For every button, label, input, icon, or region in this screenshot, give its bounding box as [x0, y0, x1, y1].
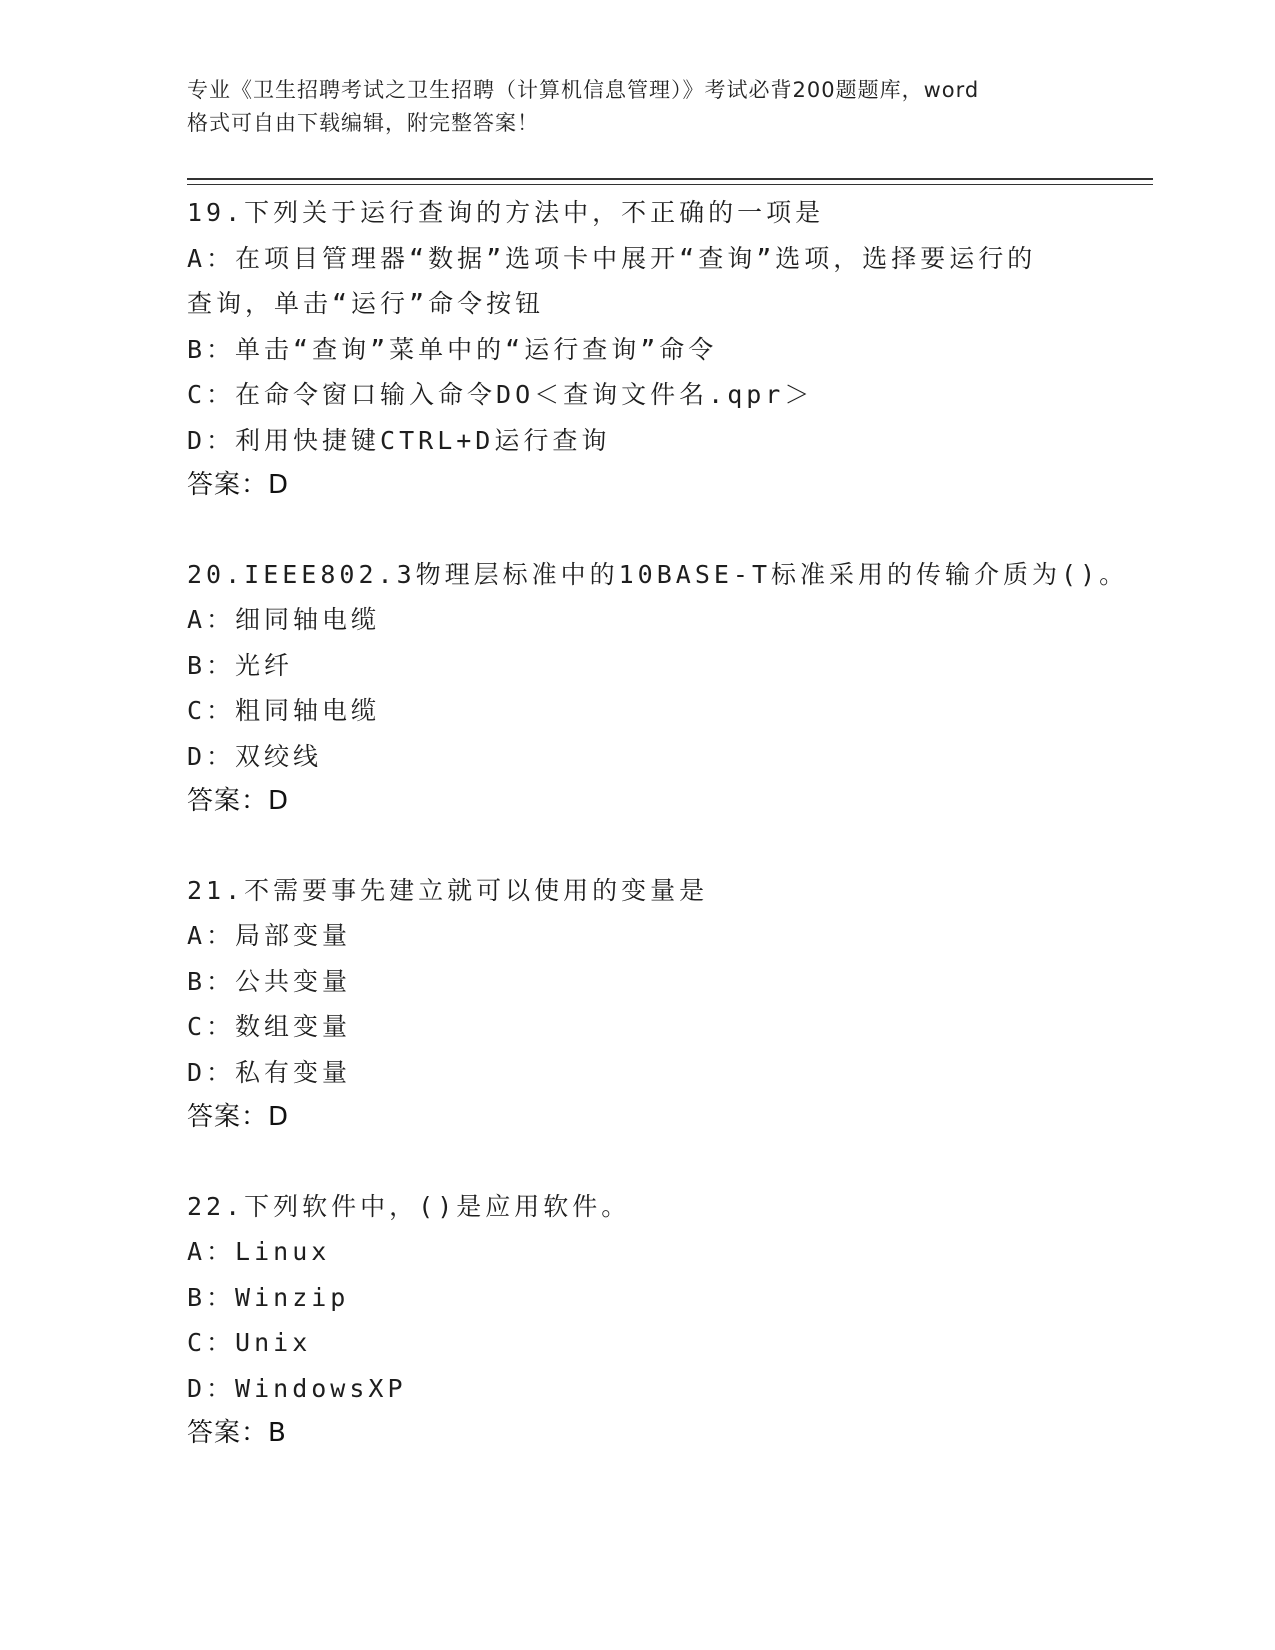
option-a: A：Linux	[187, 1237, 331, 1266]
question-title: 22.下列软件中，()是应用软件。	[187, 1191, 631, 1221]
question-list	[187, 190, 1129, 1500]
option-a: A：局部变量	[187, 921, 352, 950]
question-21	[187, 868, 1087, 1141]
option-a: A：细同轴电缆	[187, 605, 381, 634]
answer: 答案：B	[187, 1418, 287, 1448]
option-b: B：光纤	[187, 650, 294, 680]
option-c: C：Unix	[187, 1328, 312, 1357]
option-d: D：私有变量	[187, 1057, 352, 1087]
question-title: 20.IEEE802.3物理层标准中的10BASE-T标准采用的传输介质为()。	[187, 559, 1129, 589]
option-a-line-2: 查询，单击“运行”命令按钮	[187, 289, 545, 318]
option-b: B：Winzip	[187, 1282, 350, 1312]
option-d: D：WindowsXP	[187, 1373, 407, 1403]
question-20	[187, 552, 1129, 825]
option-d: D：利用快捷键CTRL+D运行查询	[187, 425, 611, 455]
question-title: 19.下列关于运行查询的方法中，不正确的一项是	[187, 198, 825, 227]
header-divider-thin	[187, 184, 1153, 185]
answer: 答案：D	[187, 470, 290, 500]
answer: 答案：D	[187, 786, 290, 816]
option-c: C：粗同轴电缆	[187, 696, 381, 725]
header-line-1: 专业《卫生招聘考试之卫生招聘（计算机信息管理）》考试必背200题题库，word	[187, 78, 980, 102]
question-22	[187, 1184, 1087, 1457]
option-c: C：数组变量	[187, 1012, 352, 1041]
option-a-line-1: A：在项目管理器“数据”选项卡中展开“查询”选项，选择要运行的	[187, 243, 1037, 273]
document-header	[187, 74, 1087, 140]
header-divider-thick	[187, 178, 1153, 180]
question-title: 21.不需要事先建立就可以使用的变量是	[187, 875, 709, 905]
option-c: C：在命令窗口输入命令DO＜查询文件名.qpr＞	[187, 380, 814, 409]
question-19	[187, 190, 1087, 509]
option-b: B：单击“查询”菜单中的“运行查询”命令	[187, 334, 718, 364]
option-b: B：公共变量	[187, 966, 352, 996]
header-line-2: 格式可自由下载编辑，附完整答案！	[187, 111, 539, 135]
answer: 答案：D	[187, 1102, 290, 1132]
option-d: D：双绞线	[187, 741, 323, 771]
